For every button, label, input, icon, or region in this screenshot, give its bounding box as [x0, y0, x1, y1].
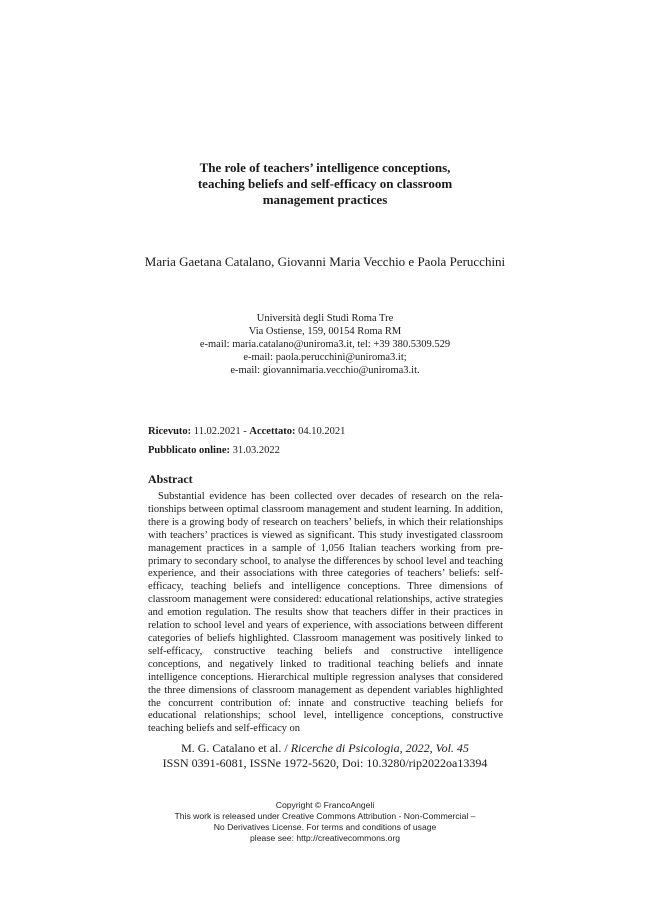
copyright-line-4: please see: http://creativecommons.org	[250, 833, 400, 843]
online-value: 31.03.2022	[232, 445, 280, 456]
received-accepted-line	[148, 425, 508, 438]
copyright-line-2: This work is released under Creative Commons Attribution - Non-Commercial –	[174, 811, 476, 821]
citation-authors: M. G. Catalano et al. /	[181, 741, 288, 755]
affiliation-email-2: e-mail: paola.perucchini@uniroma3.it;	[243, 352, 407, 363]
affiliation-address: Via Ostiense, 159, 00154 Roma RM	[248, 326, 402, 337]
title-line-2: teaching beliefs and self-efficacy on classroom	[197, 176, 453, 191]
copyright-line-3: No Derivatives License. For terms and conditions of usage	[213, 822, 437, 832]
accepted-label: Accettato:	[249, 426, 296, 437]
copyright-line-1: Copyright © FrancoAngeli	[275, 800, 375, 810]
title-line-1: The role of teachers’ intelligence conceptions,	[199, 160, 451, 175]
citation-journal: Ricerche di Psicologia, 2022, Vol. 45	[290, 741, 469, 755]
abstract-heading: Abstract	[148, 472, 193, 486]
citation-line	[0, 741, 650, 756]
received-value: 11.02.2021 -	[193, 426, 247, 437]
citation-issn: ISSN 0391-6081, ISSNe 1972-5620, Doi: 10.3280/rip2022oa13394	[162, 756, 488, 770]
affiliation-block	[0, 312, 650, 377]
received-label: Ricevuto:	[148, 426, 192, 437]
affiliation-institution: Università degli Studi Roma Tre	[256, 313, 394, 324]
affiliation-email-3: e-mail: giovannimaria.vecchio@uniroma3.it.	[230, 365, 420, 376]
citation-block	[0, 741, 650, 771]
affiliation-email-1: e-mail: maria.catalano@uniroma3.it, tel: +39 380.5309.529	[199, 339, 451, 350]
article-title	[0, 160, 650, 208]
abstract-text: Substantial evidence has been collected over decades of research on the relationships between optimal classroom management and student learning. In addition, there is a growing body of research on teachers’ beliefs, in which their relationships with teachers’ practices is viewed as significant. This study investigated classroom management practices in a sample of 1,056 Italian teachers working from pre-primary to secondary school, to analyse the differences by school level and teaching experience, and their associations with three categories of teachers’ beliefs: self-efficacy, teaching beliefs and intelligence conceptions. Three dimensions of classroom management were considered: educational relationships, active strategies and emotion regulation. The results show that teachers differ in their practices in relation to school level and years of experience, with associations between different categories of beliefs highlighted. Classroom management was positively linked to self-efficacy, constructive teaching beliefs and constructive intelligence conceptions, and negatively linked to traditional teaching beliefs and innate intelligence conceptions. Hierarchical multiple regression analyses that considered the three dimensions of classroom management as dependent variables highlighted the concurrent contribution of: innate and constructive teaching beliefs for educational relationships; school level, intelligence conceptions, constructive teaching beliefs and self-efficacy on	[148, 491, 503, 735]
online-line	[148, 444, 508, 457]
publication-dates	[148, 425, 508, 463]
accepted-value: 04.10.2021	[298, 426, 346, 437]
copyright-notice	[0, 800, 650, 844]
title-line-3: management practices	[262, 192, 388, 207]
author-list: Maria Gaetana Catalano, Giovanni Maria Vecchio e Paola Perucchini	[144, 254, 506, 269]
online-label: Pubblicato online:	[148, 445, 230, 456]
